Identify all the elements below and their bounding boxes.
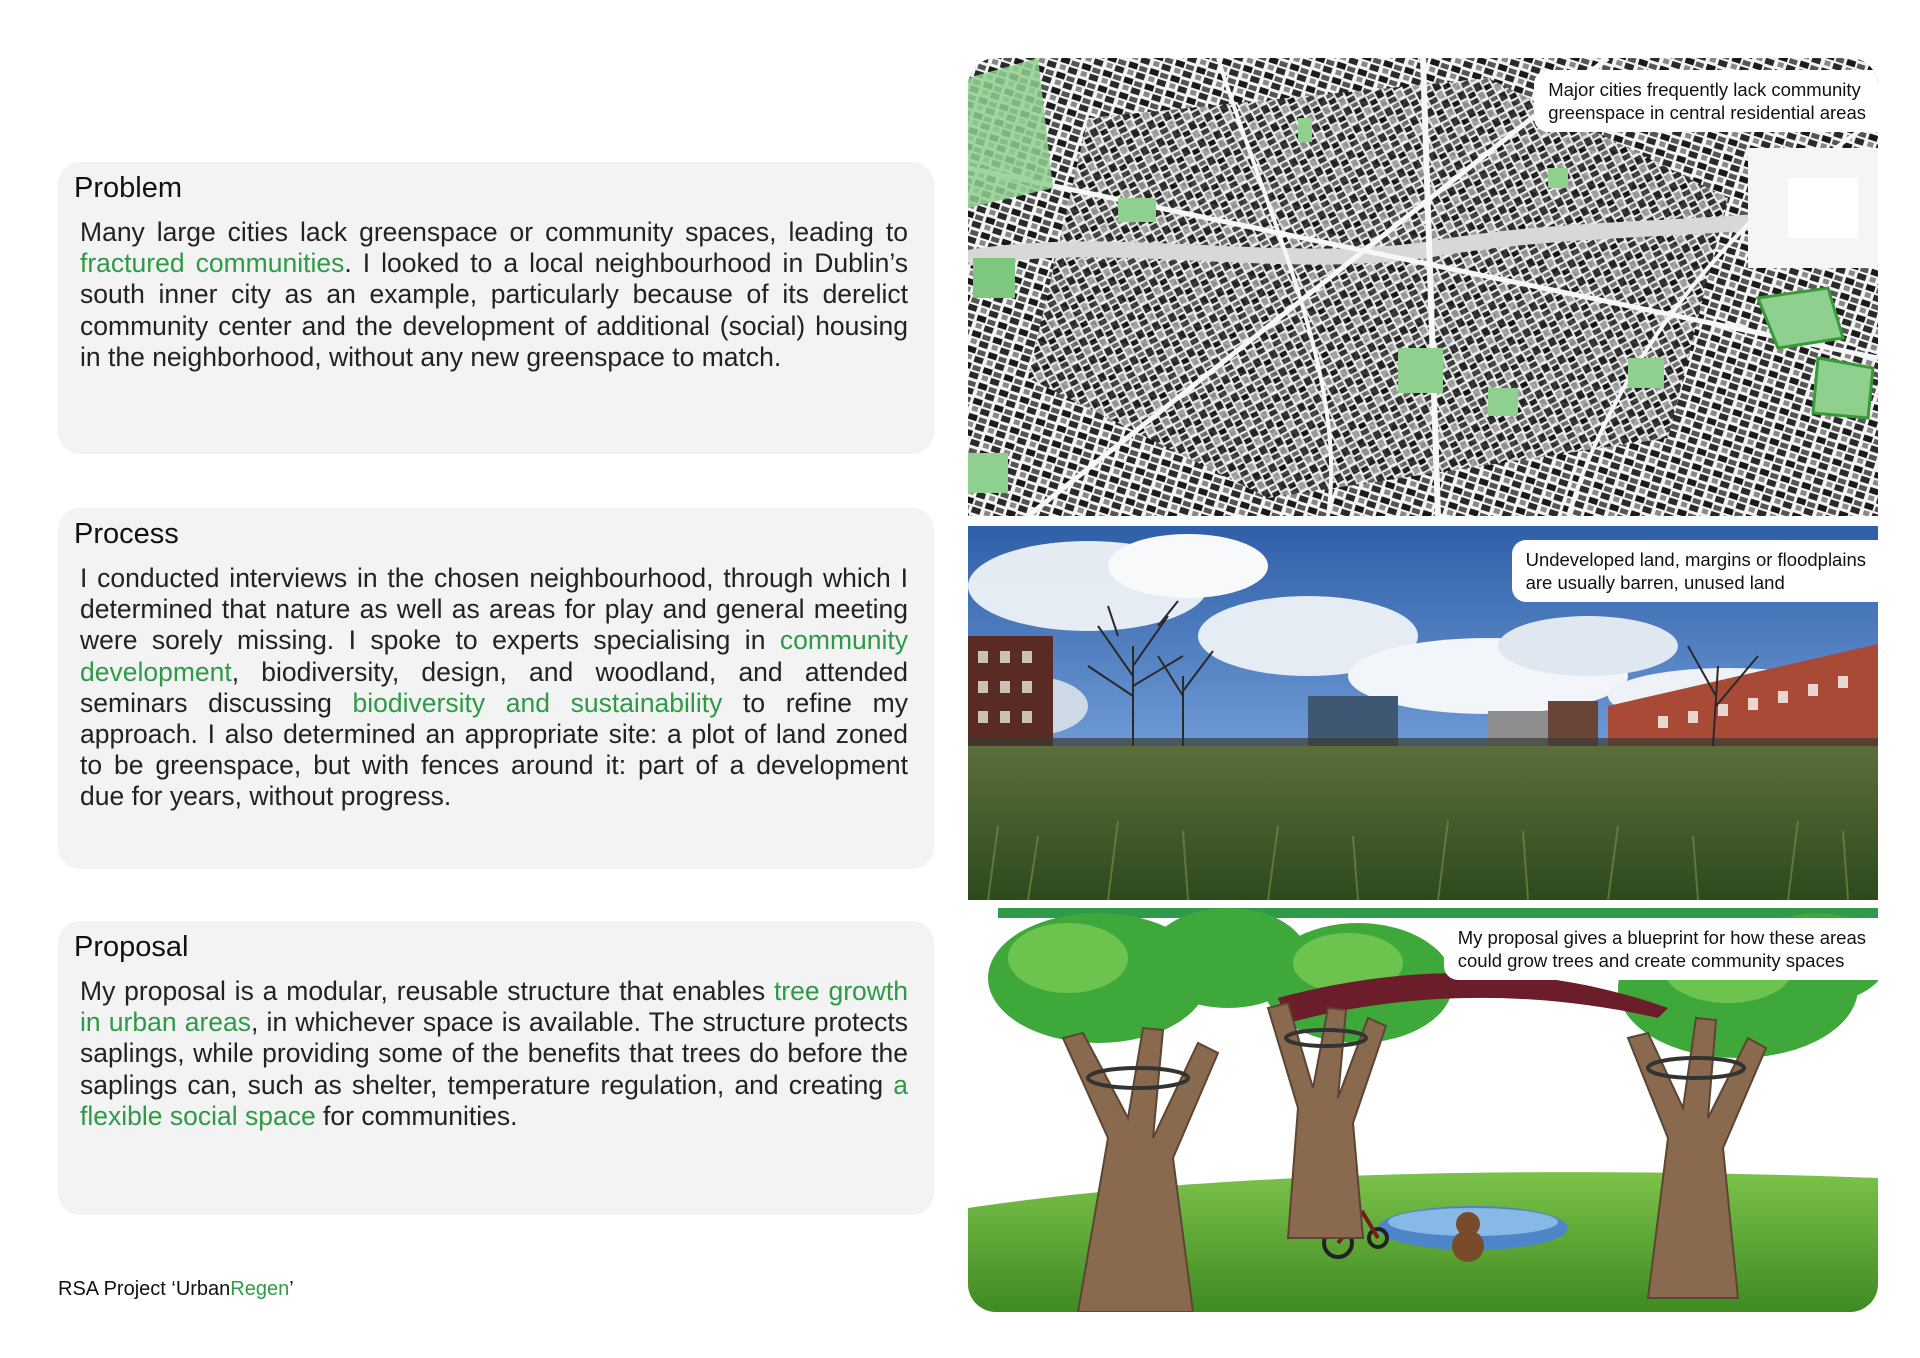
highlight-fractured-communities: fractured communities (80, 248, 345, 279)
proposal-text: My proposal is a modular, reusable structure that enables tree growth in urban areas, in whichever space is available. The structure protects saplings, while providing some of the benefits that trees do before the saplings can, such as shelter, temperature regulation, and creating a flexible social space for communities. (80, 976, 909, 1131)
project-footer: RSA Project ‘UrbanRegen’ (58, 1278, 294, 1300)
process-card (58, 508, 934, 869)
highlight-tree-growth: tree growth in urban areas (80, 976, 908, 1038)
vacant-land-photo (968, 526, 1878, 900)
map-caption: Major cities frequently lack community greenspace in central residential areas (1534, 70, 1878, 132)
highlight-flexible-social-space: a flexible social space (80, 1069, 908, 1131)
highlight-community-development: community development (80, 625, 908, 687)
highlight-biodiversity-sustainability: biodiversity and sustainability (352, 687, 723, 718)
proposal-heading: Proposal (74, 931, 189, 963)
proposal-card (58, 921, 934, 1215)
proposal-render-image (968, 908, 1878, 1312)
problem-heading: Problem (74, 172, 182, 204)
problem-text: Many large cities lack greenspace or community spaces, leading to fractured communities. I looked to a local neighbourhood in Dublin’s south inner city as an example, particularly because of its derelict community center and the development of additional (social) housing in the neighborhood, without any new greenspace to match. (80, 217, 909, 372)
field-caption: Undeveloped land, margins or floodplains are usually barren, unused land (1512, 540, 1878, 602)
city-map-image (968, 58, 1878, 516)
render-caption: My proposal gives a blueprint for how these areas could grow trees and create community spaces (1444, 918, 1878, 980)
footer-highlight: Regen (230, 1278, 290, 1300)
process-text: I conducted interviews in the chosen neighbourhood, through which I determined that nature as well as areas for play and general meeting were sorely missing. I spoke to experts specialising in community development, biodiversity, design, and woodland, and attended seminars discussing biodiversity and sustainability to refine my approach. I also determined an appropriate site: a plot of land zoned to be greenspace, but with fences around it: part of a development due for years, without progress. (80, 563, 908, 812)
process-heading: Process (74, 518, 179, 550)
problem-card (58, 162, 934, 454)
